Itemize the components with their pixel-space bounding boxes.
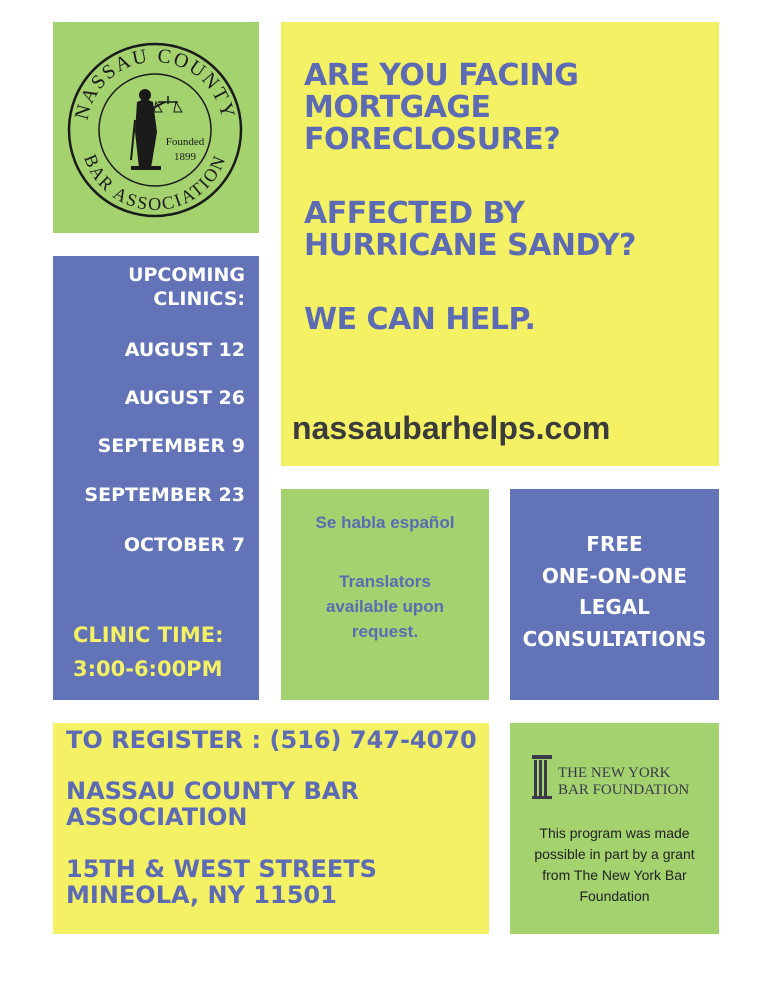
register-address-line-2: MINEOLA, NY 11501 [66,881,337,909]
clinic-date: SEPTEMBER 23 [84,484,245,506]
translators-line-2: available upon [325,597,445,616]
grant-line-2: possible in part by a grant [534,846,695,862]
consult-line-2: ONE-ON-ONE [541,564,688,588]
seal-founded-year: 1899 [174,151,196,163]
headline-line-3: FORECLOSURE? [304,122,561,157]
spanish-note: Se habla español [315,513,455,532]
headline-line-2: MORTGAGE [304,90,491,125]
seal-top-text: NASSAU COUNTY [70,44,240,122]
foundation-logo-line-2: BAR FOUNDATION [558,782,690,798]
consult-line-1: FREE [586,532,643,556]
language-panel [281,489,489,700]
clinics-heading-line-1: UPCOMING [128,264,245,286]
consult-line-4: CONSULTATIONS [522,627,707,651]
clinic-date: SEPTEMBER 9 [97,435,245,457]
register-phone[interactable]: TO REGISTER : (516) 747-4070 [66,726,477,754]
clinics-heading-line-2: CLINICS: [153,288,245,310]
consultation-panel [510,489,719,700]
register-panel [53,723,489,934]
headline-line-4: AFFECTED BY [304,196,525,231]
grant-note [516,823,713,907]
clinic-date: OCTOBER 7 [123,534,245,556]
foundation-logo-line-1: THE NEW YORK [558,765,671,781]
translators-line-1: Translators [339,572,431,591]
bar-foundation-logo [530,751,700,803]
grant-line-4: Foundation [579,888,650,904]
seal-bottom-text: BAR ASSOCIATION [80,151,230,215]
clinic-date: AUGUST 12 [124,339,245,361]
headline-panel [281,22,719,466]
logo-panel [53,22,259,233]
clinic-date: AUGUST 26 [124,387,245,409]
foundation-panel [510,723,719,934]
column-icon [532,755,552,799]
clinic-time-value: 3:00-6:00PM [73,657,223,681]
register-address-line-1: 15TH & WEST STREETS [66,855,377,883]
clinic-time-label: CLINIC TIME: [73,623,224,647]
headline-line-1: ARE YOU FACING [304,58,579,93]
register-org-line-2: ASSOCIATION [66,803,248,831]
consult-line-3: LEGAL [578,595,651,619]
grant-line-3: from The New York Bar [542,867,687,883]
website-link[interactable]: nassaubarhelps.com [292,410,611,446]
translators-line-3: request. [351,622,419,641]
grant-line-1: This program was made [539,825,690,841]
register-org-line-1: NASSAU COUNTY BAR [66,777,359,805]
headline-line-5: HURRICANE SANDY? [304,228,636,263]
translators-note [281,569,489,644]
headline-line-6: WE CAN HELP. [304,302,536,337]
bar-association-seal [65,40,245,220]
seal-founded-label: Founded [165,136,205,148]
clinics-panel [53,256,259,700]
